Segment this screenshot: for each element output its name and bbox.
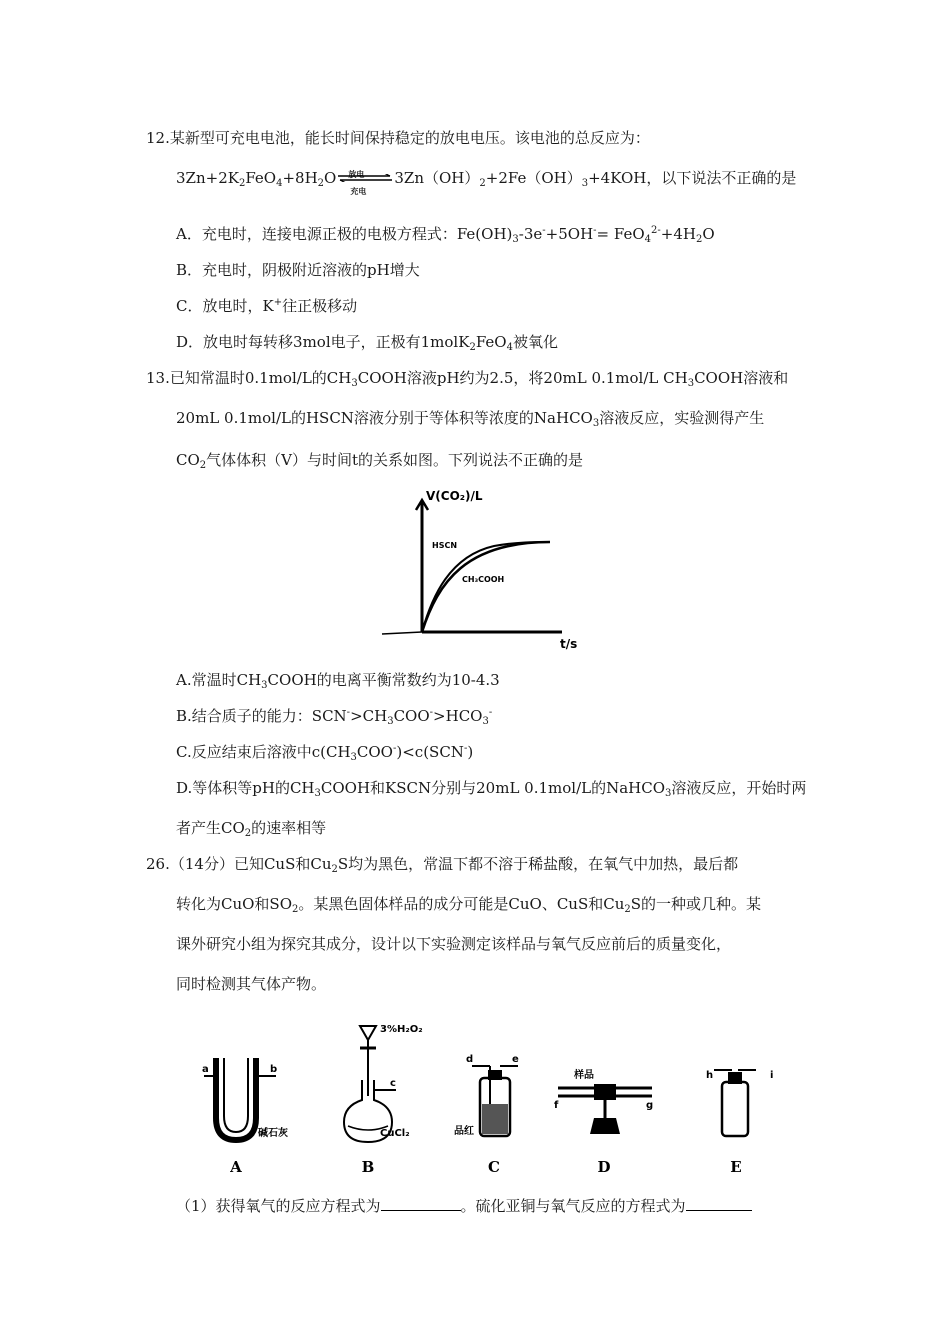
cucl2-label: CuCl₂ [380, 1128, 410, 1139]
q13-option-d-cont: 者产生$CO_2$的速率相等 [176, 819, 327, 839]
apparatus-b-flask [344, 1024, 423, 1176]
answer-blank-1[interactable] [381, 1196, 461, 1211]
q13-option-c: C.反应结束后溶液中$c(CH_3COO^-)<c(SCN^-)$ [176, 743, 474, 763]
apparatus-d-label: D [597, 1158, 611, 1176]
q12-option-b: B．充电时，阴极附近溶液的pH增大 [176, 261, 420, 279]
q13-option-b: B.结合质子的能力：$SCN^->CH_3COO^->HCO_3^-$ [176, 707, 493, 727]
graph-curve1-label: HSCN [432, 541, 458, 550]
apparatus-e-label: E [730, 1158, 742, 1176]
q12-stem: 12.某新型可充电电池，能长时间保持稳定的放电电压。该电池的总反应为： [146, 129, 650, 147]
port-e-label: e [512, 1054, 519, 1065]
apparatus-a-label: A [230, 1158, 242, 1176]
soda-lime-label: 碱石灰 [258, 1128, 288, 1139]
q13-stem-line1: 13.已知常温时0.1mol/L的$CH_3COOH$溶液pH约为2.5，将20mL 0.1mol/L $CH_3COOH$溶液和 [146, 369, 789, 389]
apparatus-figure [196, 1018, 796, 1178]
q13-option-d: D.等体积等pH的$CH_3COOH$和KSCN分别与20mL 0.1mol/L的NaHCO$_3$溶液反应，开始时两 [176, 779, 807, 799]
port-c-label: c [390, 1078, 396, 1089]
answer-blank-2[interactable] [686, 1196, 752, 1211]
q13-stem-line3: $CO_2$气体体积（V）与时间t的关系如图。下列说法不正确的是 [176, 451, 584, 471]
port-h-label: h [706, 1070, 714, 1081]
q26-stem-line3: 课外研究小组为探究其成分，设计以下实验测定该样品与氧气反应前后的质量变化， [176, 935, 732, 953]
port-b-label: b [270, 1064, 278, 1075]
graph-x-label: t/s [560, 637, 578, 651]
co2-volume-time-graph [376, 486, 586, 658]
q13-stem-line2: 20mL 0.1mol/L的HSCN溶液分别于等体积等浓度的NaHCO$_3$溶液反应，实验测得产生 [176, 409, 765, 429]
graph-y-label: V(CO₂)/L [426, 489, 483, 503]
port-i-label: i [770, 1070, 774, 1081]
port-g-label: g [646, 1100, 654, 1111]
h2o2-label: 3%H₂O₂ [380, 1024, 423, 1035]
q26-stem-line4: 同时检测其气体产物。 [176, 975, 327, 993]
apparatus-a-u-tube [202, 1058, 288, 1176]
q12-equation: $3Zn+2K_2FeO_4+8H_2O$ 放电 充电 $3Zn(OH)_2+2Fe(OH)_3+4KOH$，以下说法不正确的是 [176, 169, 797, 196]
q12-option-d: D．放电时每转移3mol电子，正极有1molK$_2$FeO$_4$被氧化 [176, 333, 558, 353]
q26-sub1: （1）获得氧气的反应方程式为 。硫化亚铜与氧气反应的方程式为 [176, 1196, 752, 1216]
q26-stem-line2: 转化为CuO和$SO_2$。某黑色固体样品的成分可能是CuO、CuS和$Cu_2S$的一种或几种。某 [176, 895, 762, 915]
apparatus-c-label: C [488, 1158, 500, 1176]
apparatus-d-tube [554, 1068, 653, 1176]
port-f-label: f [554, 1100, 559, 1111]
pinhong-label: 品红 [454, 1126, 474, 1137]
q13-option-a: A.常温时$CH_3COOH$的电离平衡常数约为10-4.3 [176, 671, 500, 691]
port-d-label: d [466, 1054, 474, 1065]
apparatus-b-label: B [361, 1158, 375, 1176]
graph-curve2-label: CH₃COOH [462, 575, 505, 584]
reversible-arrow: 放电 充电 [336, 168, 394, 188]
q26-stem-line1: 26.（14分）已知CuS和$Cu_2S$均为黑色，常温下都不溶于稀盐酸，在氧气中加热，最后都 [146, 855, 739, 875]
sample-label: 样品 [574, 1070, 594, 1081]
apparatus-e-bottle [706, 1070, 773, 1176]
q12-option-a: A．充电时，连接电源正极的电极方程式：$Fe(OH)_3-3e^-+5OH^-= FeO_4^{2-}+4H_2O$ [176, 225, 715, 245]
ch3cooh-curve [422, 542, 550, 632]
apparatus-c-bottle [454, 1054, 519, 1176]
q12-option-c: C．放电时，K+往正极移动 [176, 297, 358, 315]
port-a-label: a [202, 1064, 209, 1075]
